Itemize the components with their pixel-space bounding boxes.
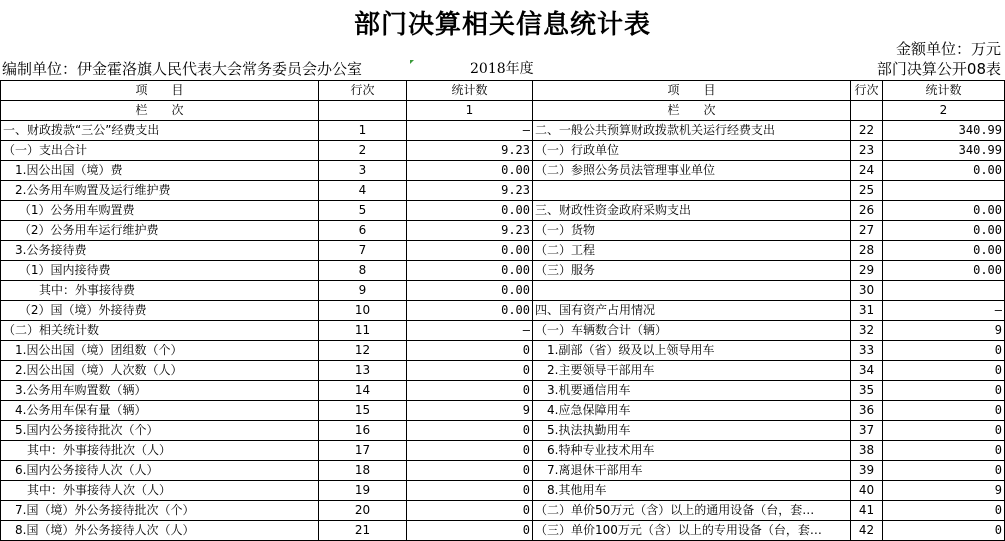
fiscal-year: 2018年度 bbox=[470, 61, 534, 77]
right-line-cell[interactable]: 25 bbox=[851, 181, 883, 201]
table-row bbox=[1, 241, 1005, 261]
right-item-cell[interactable]: 三、财政性资金政府采购支出 bbox=[533, 201, 851, 221]
right-value-cell[interactable]: 0 bbox=[883, 341, 1005, 361]
column-label-right[interactable]: 栏 次 bbox=[533, 101, 851, 121]
table-row bbox=[1, 401, 1005, 421]
right-value-cell[interactable]: 0.00 bbox=[883, 161, 1005, 181]
left-item-cell[interactable]: （2）公务用车运行维护费 bbox=[1, 221, 319, 241]
right-line-cell[interactable]: 24 bbox=[851, 161, 883, 181]
left-item-cell[interactable]: 7.国（境）外公务接待批次（个） bbox=[1, 501, 319, 521]
left-value-cell[interactable]: 9.23 bbox=[407, 141, 533, 161]
left-value-cell[interactable]: 9 bbox=[407, 401, 533, 421]
right-value-cell[interactable]: 0 bbox=[883, 441, 1005, 461]
left-value-cell[interactable]: 0 bbox=[407, 501, 533, 521]
right-line-cell[interactable]: 32 bbox=[851, 321, 883, 341]
table-row bbox=[1, 481, 1005, 501]
right-line-cell[interactable]: 41 bbox=[851, 501, 883, 521]
table-row bbox=[1, 501, 1005, 521]
right-value-cell[interactable]: 9 bbox=[883, 481, 1005, 501]
right-value-cell[interactable]: 0 bbox=[883, 501, 1005, 521]
table-row bbox=[1, 261, 1005, 281]
right-value-cell[interactable]: 0.00 bbox=[883, 201, 1005, 221]
left-line-cell[interactable]: 4 bbox=[319, 181, 407, 201]
right-line-cell[interactable]: 30 bbox=[851, 281, 883, 301]
right-line-cell[interactable]: 23 bbox=[851, 141, 883, 161]
table-row bbox=[1, 441, 1005, 461]
table-row bbox=[1, 201, 1005, 221]
header-value-right[interactable]: 统计数 bbox=[883, 81, 1005, 101]
table-row bbox=[1, 321, 1005, 341]
right-line-cell[interactable]: 37 bbox=[851, 421, 883, 441]
right-line-cell[interactable]: 27 bbox=[851, 221, 883, 241]
right-item-cell[interactable]: 四、国有资产占用情况 bbox=[533, 301, 851, 321]
header-row bbox=[1, 81, 1005, 101]
right-item-cell[interactable]: 2.主要领导干部用车 bbox=[533, 361, 851, 381]
right-line-cell[interactable]: 34 bbox=[851, 361, 883, 381]
right-value-cell[interactable]: 0 bbox=[883, 381, 1005, 401]
left-value-cell[interactable]: 0 bbox=[407, 381, 533, 401]
left-line-cell[interactable]: 19 bbox=[319, 481, 407, 501]
left-value-cell[interactable]: 0.00 bbox=[407, 161, 533, 181]
table-row bbox=[1, 161, 1005, 181]
left-value-cell[interactable]: 0 bbox=[407, 481, 533, 501]
right-line-cell[interactable]: 33 bbox=[851, 341, 883, 361]
left-item-cell[interactable]: 4.公务用车保有量（辆） bbox=[1, 401, 319, 421]
left-item-cell[interactable]: 1.因公出国（境）团组数（个） bbox=[1, 341, 319, 361]
right-item-cell[interactable]: 4.应急保障用车 bbox=[533, 401, 851, 421]
right-value-cell[interactable]: 0 bbox=[883, 521, 1005, 541]
left-value-cell[interactable]: 0.00 bbox=[407, 261, 533, 281]
header-item-left[interactable]: 项 目 bbox=[1, 81, 319, 101]
right-value-cell[interactable]: 0 bbox=[883, 361, 1005, 381]
cell-comment-marker bbox=[410, 60, 414, 64]
right-value-cell[interactable]: 0 bbox=[883, 401, 1005, 421]
left-value-cell[interactable]: 0 bbox=[407, 361, 533, 381]
left-value-cell[interactable]: 0 bbox=[407, 461, 533, 481]
left-line-cell[interactable]: 6 bbox=[319, 221, 407, 241]
table-row bbox=[1, 421, 1005, 441]
table-body bbox=[1, 81, 1005, 541]
left-item-cell[interactable]: （一）支出合计 bbox=[1, 141, 319, 161]
left-line-cell[interactable]: 18 bbox=[319, 461, 407, 481]
table-row bbox=[1, 181, 1005, 201]
right-line-cell[interactable]: 42 bbox=[851, 521, 883, 541]
right-line-cell[interactable]: 31 bbox=[851, 301, 883, 321]
left-line-cell[interactable]: 9 bbox=[319, 281, 407, 301]
table-row bbox=[1, 141, 1005, 161]
right-line-cell[interactable]: 36 bbox=[851, 401, 883, 421]
left-item-cell[interactable]: 2.公务用车购置及运行维护费 bbox=[1, 181, 319, 201]
right-line-cell[interactable]: 39 bbox=[851, 461, 883, 481]
header-item-right[interactable]: 项 目 bbox=[533, 81, 851, 101]
left-line-cell[interactable]: 11 bbox=[319, 321, 407, 341]
right-item-cell[interactable]: 6.特种专业技术用车 bbox=[533, 441, 851, 461]
right-value-cell[interactable] bbox=[883, 181, 1005, 201]
right-value-cell[interactable]: 340.99 bbox=[883, 141, 1005, 161]
right-item-cell[interactable]: （一）车辆数合计（辆） bbox=[533, 321, 851, 341]
table-row bbox=[1, 301, 1005, 321]
left-value-cell[interactable]: 0 bbox=[407, 421, 533, 441]
right-value-cell[interactable]: — bbox=[883, 301, 1005, 321]
left-line-cell[interactable]: 2 bbox=[319, 141, 407, 161]
right-value-cell[interactable] bbox=[883, 281, 1005, 301]
right-item-cell[interactable]: 5.执法执勤用车 bbox=[533, 421, 851, 441]
left-line-cell[interactable]: 16 bbox=[319, 421, 407, 441]
left-line-cell[interactable]: 13 bbox=[319, 361, 407, 381]
left-item-cell[interactable]: 8.国（境）外公务接待人次（人） bbox=[1, 521, 319, 541]
table-row bbox=[1, 521, 1005, 541]
right-item-cell[interactable]: （一）行政单位 bbox=[533, 141, 851, 161]
right-item-cell[interactable]: （一）货物 bbox=[533, 221, 851, 241]
right-line-cell[interactable]: 35 bbox=[851, 381, 883, 401]
left-item-cell[interactable]: 3.公务接待费 bbox=[1, 241, 319, 261]
left-item-cell[interactable]: 5.国内公务接待批次（个） bbox=[1, 421, 319, 441]
table-row bbox=[1, 341, 1005, 361]
right-item-cell[interactable]: 7.离退休干部用车 bbox=[533, 461, 851, 481]
column-number-right[interactable]: 2 bbox=[883, 101, 1005, 121]
page-title: 部门决算相关信息统计表 bbox=[353, 10, 651, 40]
left-line-cell[interactable]: 8 bbox=[319, 261, 407, 281]
left-item-cell[interactable]: 3.公务用车购置数（辆） bbox=[1, 381, 319, 401]
right-line-cell[interactable]: 28 bbox=[851, 241, 883, 261]
left-item-cell[interactable]: 2.因公出国（境）人次数（人） bbox=[1, 361, 319, 381]
left-line-cell[interactable]: 17 bbox=[319, 441, 407, 461]
form-number: 部门决算公开08表 bbox=[876, 60, 1001, 78]
left-line-cell[interactable]: 10 bbox=[319, 301, 407, 321]
left-value-cell[interactable]: 0 bbox=[407, 441, 533, 461]
right-value-cell[interactable]: 340.99 bbox=[883, 121, 1005, 141]
right-item-cell[interactable]: （二）单价50万元（含）以上的通用设备（台，套… bbox=[533, 501, 851, 521]
left-line-cell[interactable]: 21 bbox=[319, 521, 407, 541]
left-line-cell[interactable]: 5 bbox=[319, 201, 407, 221]
left-line-cell[interactable]: 14 bbox=[319, 381, 407, 401]
left-item-cell[interactable]: 6.国内公务接待人次（人） bbox=[1, 461, 319, 481]
right-item-cell[interactable] bbox=[533, 181, 851, 201]
right-item-cell[interactable]: （二）工程 bbox=[533, 241, 851, 261]
left-line-cell[interactable]: 15 bbox=[319, 401, 407, 421]
left-line-cell[interactable]: 20 bbox=[319, 501, 407, 521]
column-index-blank-left[interactable] bbox=[319, 101, 407, 121]
right-line-cell[interactable]: 22 bbox=[851, 121, 883, 141]
left-item-cell[interactable]: （1）公务用车购置费 bbox=[1, 201, 319, 221]
table-row bbox=[1, 361, 1005, 381]
table-row bbox=[1, 281, 1005, 301]
right-item-cell[interactable]: （三）服务 bbox=[533, 261, 851, 281]
right-item-cell[interactable]: （三）单价100万元（含）以上的专用设备（台，套… bbox=[533, 521, 851, 541]
left-item-cell[interactable]: （2）国（境）外接待费 bbox=[1, 301, 319, 321]
table-row bbox=[1, 461, 1005, 481]
column-label-left[interactable]: 栏 次 bbox=[1, 101, 319, 121]
right-line-cell[interactable]: 38 bbox=[851, 441, 883, 461]
left-value-cell[interactable]: 0 bbox=[407, 341, 533, 361]
right-value-cell[interactable]: 0 bbox=[883, 461, 1005, 481]
header-line-left[interactable]: 行次 bbox=[319, 81, 407, 101]
column-index-row bbox=[1, 101, 1005, 121]
table-row bbox=[1, 381, 1005, 401]
right-value-cell[interactable]: 0.00 bbox=[883, 261, 1005, 281]
right-line-cell[interactable]: 40 bbox=[851, 481, 883, 501]
table-row bbox=[1, 121, 1005, 141]
right-item-cell[interactable] bbox=[533, 281, 851, 301]
statistics-table bbox=[0, 80, 1005, 541]
table-row bbox=[1, 221, 1005, 241]
amount-unit: 金额单位：万元 bbox=[895, 40, 1001, 58]
left-value-cell[interactable]: — bbox=[407, 121, 533, 141]
left-item-cell[interactable]: 其中：外事接待人次（人） bbox=[1, 481, 319, 501]
left-item-cell[interactable]: （二）相关统计数 bbox=[1, 321, 319, 341]
left-value-cell[interactable]: 0 bbox=[407, 521, 533, 541]
left-value-cell[interactable]: 0.00 bbox=[407, 201, 533, 221]
left-item-cell[interactable]: 其中：外事接待批次（人） bbox=[1, 441, 319, 461]
column-index-blank-right[interactable] bbox=[851, 101, 883, 121]
right-item-cell[interactable]: 1.副部（省）级及以上领导用车 bbox=[533, 341, 851, 361]
left-value-cell[interactable]: 9.23 bbox=[407, 221, 533, 241]
right-item-cell[interactable]: 二、一般公共预算财政拨款机关运行经费支出 bbox=[533, 121, 851, 141]
left-value-cell[interactable]: 0.00 bbox=[407, 281, 533, 301]
right-value-cell[interactable]: 0 bbox=[883, 421, 1005, 441]
left-value-cell[interactable]: 0.00 bbox=[407, 301, 533, 321]
left-line-cell[interactable]: 12 bbox=[319, 341, 407, 361]
left-item-cell[interactable]: （1）国内接待费 bbox=[1, 261, 319, 281]
left-value-cell[interactable]: 0.00 bbox=[407, 241, 533, 261]
left-item-cell[interactable]: 1.因公出国（境）费 bbox=[1, 161, 319, 181]
right-line-cell[interactable]: 26 bbox=[851, 201, 883, 221]
left-line-cell[interactable]: 7 bbox=[319, 241, 407, 261]
right-item-cell[interactable]: 8.其他用车 bbox=[533, 481, 851, 501]
right-item-cell[interactable]: （二）参照公务员法管理事业单位 bbox=[533, 161, 851, 181]
left-value-cell[interactable]: — bbox=[407, 321, 533, 341]
right-line-cell[interactable]: 29 bbox=[851, 261, 883, 281]
header-line-right[interactable]: 行次 bbox=[851, 81, 883, 101]
right-item-cell[interactable]: 3.机要通信用车 bbox=[533, 381, 851, 401]
column-number-left[interactable]: 1 bbox=[407, 101, 533, 121]
left-item-cell[interactable]: 一、财政拨款“三公”经费支出 bbox=[1, 121, 319, 141]
left-item-cell[interactable]: 其中：外事接待费 bbox=[1, 281, 319, 301]
header-value-left[interactable]: 统计数 bbox=[407, 81, 533, 101]
right-value-cell[interactable]: 0.00 bbox=[883, 241, 1005, 261]
right-value-cell[interactable]: 9 bbox=[883, 321, 1005, 341]
left-line-cell[interactable]: 3 bbox=[319, 161, 407, 181]
left-line-cell[interactable]: 1 bbox=[319, 121, 407, 141]
left-value-cell[interactable]: 9.23 bbox=[407, 181, 533, 201]
reporting-unit: 编制单位：伊金霍洛旗人民代表大会常务委员会办公室 bbox=[2, 60, 363, 78]
right-value-cell[interactable]: 0.00 bbox=[883, 221, 1005, 241]
